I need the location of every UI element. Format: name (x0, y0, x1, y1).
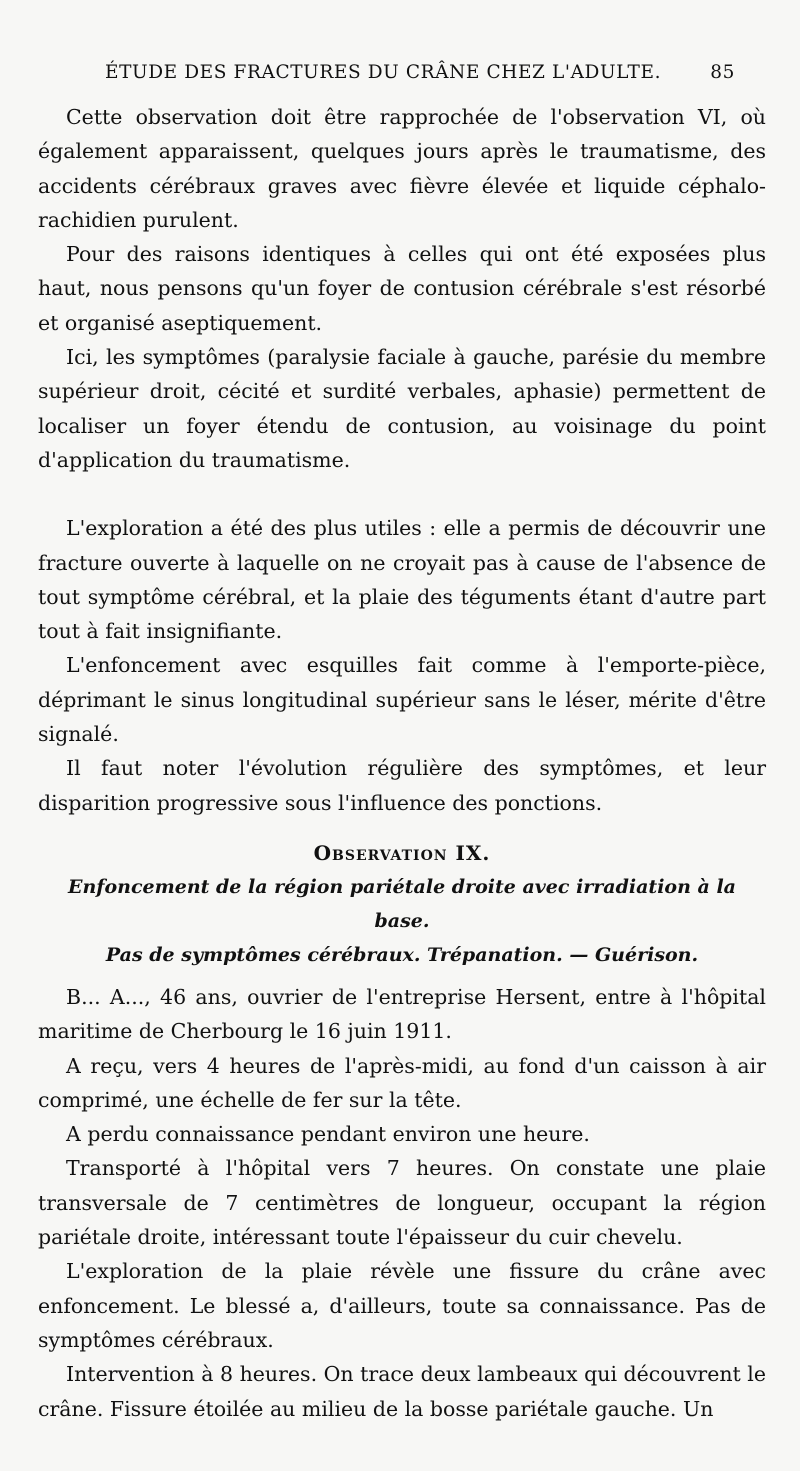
paragraph: A perdu connaissance pendant environ une heure. (66, 1122, 590, 1147)
running-header (105, 62, 735, 83)
paragraph: L'exploration de la plaie révèle une fissure du crâne avec enfoncement. Le blessé a, d'ailleurs, toute sa connaissance. Pas de symptômes cérébraux. (38, 1259, 766, 1352)
paragraph: L'enfoncement avec esquilles fait comme à l'emporte-pièce, déprimant le sinus longitudinal supérieur sans le léser, mérite d'être signalé. (38, 653, 766, 747)
observation-subtitle: Pas de symptômes cérébraux. Trépanation. — Guérison. (105, 943, 699, 966)
observation-title: Observation IX. (313, 840, 491, 865)
section-gap (38, 972, 766, 980)
paragraph: Il faut noter l'évolution régulière des symptômes, et leur disparition progressive sous l'influence des ponctions. (38, 756, 766, 815)
section-gap (38, 477, 766, 511)
paragraph: Cette observation doit être rapprochée de l'observation VI, où également apparaissent, quelques jours après le traumatisme, des accidents cérébraux graves avec fièvre élevée et liquide céphalo-rachidien purulent. (38, 105, 766, 232)
paragraph: Intervention à 8 heures. On trace deux lambeaux qui découvrent le crâne. Fissure étoilée au milieu de la bosse pariétale gauche. Un (38, 1362, 766, 1421)
paragraph: A reçu, vers 4 heures de l'après-midi, au fond d'un caisson à air comprimé, une échelle de fer sur la tête. (38, 1053, 766, 1112)
paragraph: Pour des raisons identiques à celles qui ont été exposées plus haut, nous pensons qu'un foyer de contusion cérébrale s'est résorbé et organisé aseptiquement. (38, 242, 766, 335)
paragraph: L'exploration a été des plus utiles : elle a permis de découvrir une fracture ouverte à laquelle on ne croyait pas à cause de l'absence de tout symptôme cérébral, et la plaie des téguments étant d'autre part tout à fait insignifiante. (38, 516, 766, 644)
paragraph: Transporté à l'hôpital vers 7 heures. On constate une plaie transversale de 7 centimètres de longueur, occupant la région pariétale droite, intéressant toute l'épaisseur du cuir chevelu. (38, 1156, 766, 1250)
page-number: 85 (710, 62, 735, 83)
paragraph: Ici, les symptômes (paralysie faciale à gauche, parésie du membre supérieur droit, cécité et surdité verbales, aphasie) permettent de localiser un foyer étendu de contusion, au voisinage du point d'application du traumatisme. (38, 345, 766, 472)
running-title: ÉTUDE DES FRACTURES DU CRÂNE CHEZ L'ADULTE. (105, 62, 662, 83)
observation-subtitle: Enfoncement de la région pariétale droite avec irradiation à la base. (68, 875, 736, 932)
page-body (38, 100, 766, 1426)
section-gap (38, 820, 766, 836)
paragraph: B... A..., 46 ans, ouvrier de l'entreprise Hersent, entre à l'hôpital maritime de Cherbourg le 16 juin 1911. (38, 984, 766, 1044)
